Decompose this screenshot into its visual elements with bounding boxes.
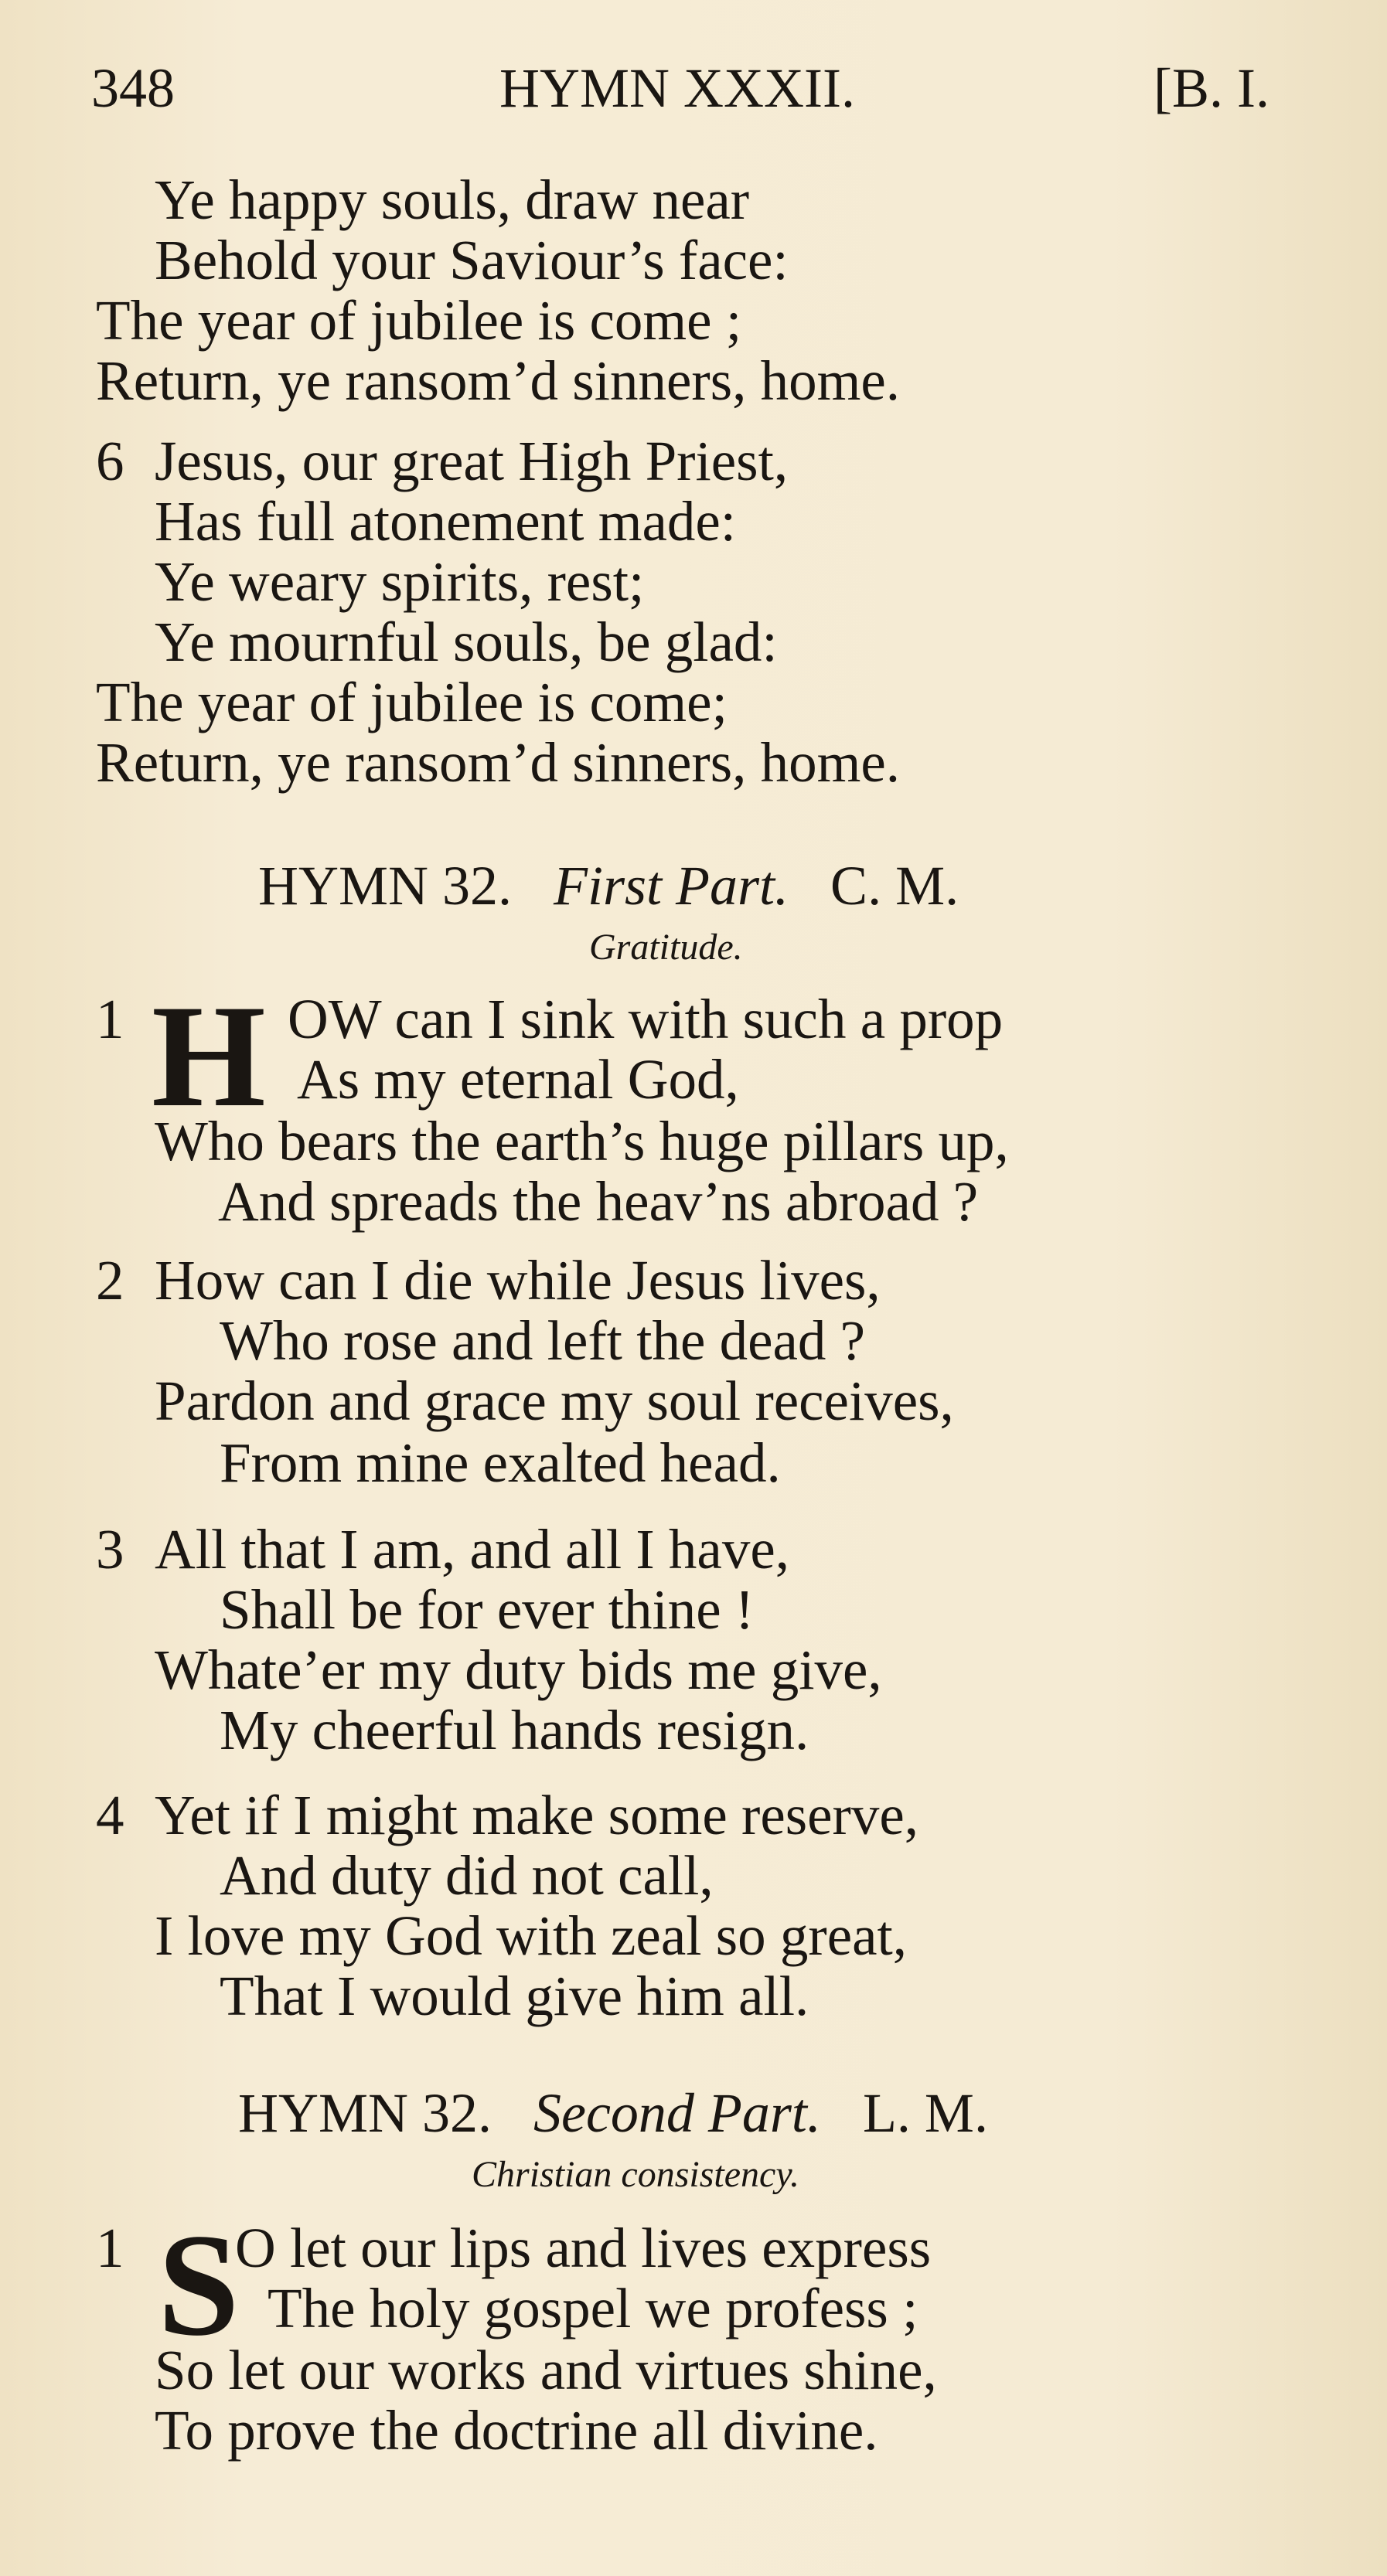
hymn-number: HYMN 32. [258, 855, 513, 917]
hymn-meter: L. M. [862, 2082, 988, 2144]
verse-line: OW can I sink with such a prop [288, 988, 1004, 1050]
stanza-number: 1 [96, 988, 124, 1050]
verse-line: So let our works and virtues shine, [155, 2339, 937, 2401]
stanza-number: 3 [96, 1518, 124, 1581]
verse-line: As my eternal God, [297, 1048, 739, 1111]
hymn-title [258, 855, 959, 917]
hymn-subtitle: Christian consistency. [472, 2154, 799, 2195]
verse-line: How can I die while Jesus lives, [155, 1249, 881, 1312]
stanza-number: 2 [96, 1249, 124, 1312]
verse-line: Behold your Saviour’s face: [155, 229, 789, 291]
verse-line: That I would give him all. [220, 1965, 809, 2027]
verse-line: And duty did not call, [220, 1844, 714, 1907]
hymn-number: HYMN 32. [238, 2082, 492, 2144]
verse-line: Jesus, our great High Priest, [155, 430, 789, 492]
verse-line: All that I am, and all I have, [155, 1518, 789, 1581]
hymn-meter: C. M. [830, 855, 959, 917]
verse-line: To prove the doctrine all divine. [155, 2399, 878, 2462]
stanza-number: 4 [96, 1784, 124, 1846]
running-title: HYMN XXXII. [499, 57, 855, 119]
verse-line: Has full atonement made: [155, 490, 737, 553]
book-reference: [B. I. [1154, 57, 1269, 119]
hymn-subtitle: Gratitude. [589, 927, 743, 968]
verse-line: Ye mournful souls, be glad: [155, 611, 778, 673]
verse-line: The year of jubilee is come; [96, 671, 728, 733]
verse-line: Return, ye ransom’d sinners, home. [96, 731, 901, 794]
verse-line: Whate’er my duty bids me give, [155, 1638, 882, 1701]
drop-cap: H [152, 975, 266, 1138]
hymn-part: Second Part. [533, 2082, 821, 2144]
verse-line: The year of jubilee is come ; [96, 289, 742, 352]
verse-line: Who rose and left the dead ? [220, 1309, 866, 1372]
hymn-part: First Part. [554, 855, 789, 917]
verse-line: Yet if I might make some reserve, [155, 1784, 918, 1846]
stanza-number: 1 [96, 2217, 124, 2279]
drop-cap: S [158, 2204, 240, 2367]
verse-line: Ye weary spirits, rest; [155, 550, 645, 613]
stanza-number: 6 [96, 430, 124, 492]
verse-line: O let our lips and lives express [235, 2217, 932, 2279]
verse-line: From mine exalted head. [220, 1431, 781, 1494]
verse-line: Pardon and grace my soul receives, [155, 1370, 954, 1432]
verse-line: My cheerful hands resign. [220, 1699, 809, 1761]
page-number: 348 [91, 57, 175, 119]
verse-line: Ye happy souls, draw near [155, 168, 750, 231]
verse-line: And spreads the heav’ns abroad ? [218, 1170, 979, 1233]
verse-line: The holy gospel we profess ; [268, 2277, 918, 2339]
verse-line: Return, ye ransom’d sinners, home. [96, 349, 901, 412]
verse-line: I love my God with zeal so great, [155, 1904, 908, 1967]
hymn-title [238, 2082, 988, 2144]
verse-line: Shall be for ever thine ! [220, 1578, 755, 1641]
verse-line: Who bears the earth’s huge pillars up, [155, 1110, 1009, 1172]
